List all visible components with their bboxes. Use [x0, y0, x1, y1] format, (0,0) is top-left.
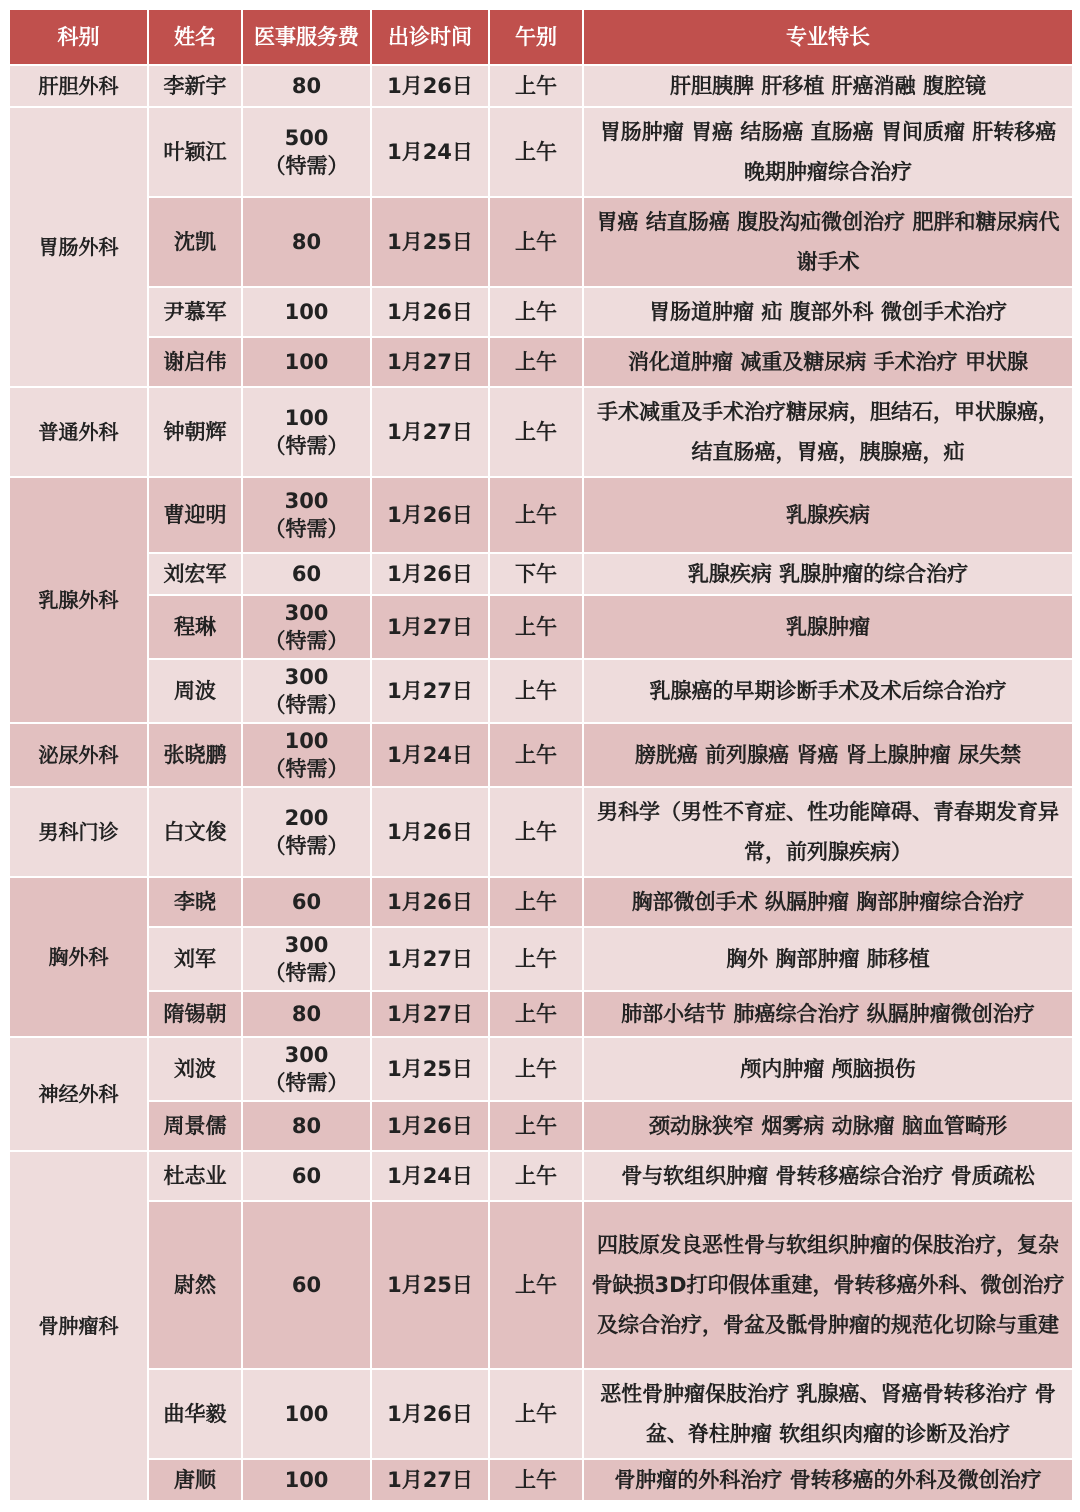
- date-cell: 1月27日: [371, 991, 489, 1037]
- table-row: [9, 1101, 1073, 1151]
- date-cell: 1月24日: [371, 723, 489, 787]
- dept-cell: 骨肿瘤科: [9, 1151, 148, 1501]
- specialty-cell: 肝胆胰脾 肝移植 肝癌消融 腹腔镜: [583, 65, 1073, 107]
- dept-cell: 泌尿外科: [9, 723, 148, 787]
- dept-cell: 胸外科: [9, 877, 148, 1037]
- name-cell: 程琳: [148, 595, 242, 659]
- fee-value: 100: [284, 729, 329, 753]
- name-cell: 张晓鹏: [148, 723, 242, 787]
- fee-note: （特需）: [264, 693, 349, 717]
- fee-note: （特需）: [264, 434, 349, 458]
- date-cell: 1月27日: [371, 595, 489, 659]
- name-cell: 李新宇: [148, 65, 242, 107]
- fee-value: 100: [284, 350, 329, 374]
- name-cell: 周波: [148, 659, 242, 723]
- fee-value: 300: [284, 601, 329, 625]
- period-cell: 上午: [489, 107, 583, 197]
- period-cell: 上午: [489, 787, 583, 877]
- table-row: [9, 723, 1073, 787]
- specialty-cell: 手术减重及手术治疗糖尿病，胆结石，甲状腺癌，结直肠癌，胃癌，胰腺癌，疝: [583, 387, 1073, 477]
- name-cell: 钟朝辉: [148, 387, 242, 477]
- fee-cell: [242, 1101, 371, 1151]
- name-cell: 尹慕军: [148, 287, 242, 337]
- specialty-cell: 胃肠道肿瘤 疝 腹部外科 微创手术治疗: [583, 287, 1073, 337]
- name-cell: 白文俊: [148, 787, 242, 877]
- date-cell: 1月25日: [371, 1037, 489, 1101]
- specialty-cell: 男科学（男性不育症、性功能障碍、青春期发育异常，前列腺疾病）: [583, 787, 1073, 877]
- header-specialty: 专业特长: [583, 9, 1073, 65]
- date-cell: 1月26日: [371, 477, 489, 553]
- fee-value: 60: [291, 562, 322, 586]
- date-cell: 1月25日: [371, 1201, 489, 1369]
- table-row: [9, 595, 1073, 659]
- dept-cell: 男科门诊: [9, 787, 148, 877]
- period-cell: 上午: [489, 287, 583, 337]
- period-cell: 上午: [489, 1201, 583, 1369]
- fee-cell: [242, 387, 371, 477]
- period-cell: 上午: [489, 1459, 583, 1501]
- date-cell: 1月27日: [371, 659, 489, 723]
- fee-note: （特需）: [264, 757, 349, 781]
- period-cell: 上午: [489, 1151, 583, 1201]
- table-row: [9, 1151, 1073, 1201]
- table-row: [9, 1037, 1073, 1101]
- fee-note: （特需）: [264, 1071, 349, 1095]
- date-cell: 1月26日: [371, 287, 489, 337]
- specialty-cell: 胸部微创手术 纵膈肿瘤 胸部肿瘤综合治疗: [583, 877, 1073, 927]
- name-cell: 刘军: [148, 927, 242, 991]
- period-cell: 上午: [489, 927, 583, 991]
- period-cell: 上午: [489, 877, 583, 927]
- date-cell: 1月24日: [371, 107, 489, 197]
- specialty-cell: 骨与软组织肿瘤 骨转移癌综合治疗 骨质疏松: [583, 1151, 1073, 1201]
- fee-value: 80: [291, 230, 322, 254]
- table-row: [9, 927, 1073, 991]
- dept-cell: 肝胆外科: [9, 65, 148, 107]
- fee-cell: [242, 877, 371, 927]
- fee-cell: [242, 595, 371, 659]
- fee-note: （特需）: [264, 154, 349, 178]
- table-row: [9, 337, 1073, 387]
- fee-cell: [242, 927, 371, 991]
- fee-value: 200: [284, 806, 329, 830]
- dept-cell: 乳腺外科: [9, 477, 148, 723]
- name-cell: 尉然: [148, 1201, 242, 1369]
- date-cell: 1月26日: [371, 65, 489, 107]
- fee-cell: [242, 787, 371, 877]
- period-cell: 上午: [489, 991, 583, 1037]
- fee-value: 500: [284, 126, 329, 150]
- fee-value: 60: [291, 1273, 322, 1297]
- period-cell: 上午: [489, 477, 583, 553]
- fee-cell: [242, 197, 371, 287]
- fee-cell: [242, 553, 371, 595]
- date-cell: 1月27日: [371, 1459, 489, 1501]
- date-cell: 1月24日: [371, 1151, 489, 1201]
- table-row: [9, 287, 1073, 337]
- header-period: 午别: [489, 9, 583, 65]
- name-cell: 刘宏军: [148, 553, 242, 595]
- date-cell: 1月26日: [371, 877, 489, 927]
- fee-cell: [242, 659, 371, 723]
- name-cell: 曹迎明: [148, 477, 242, 553]
- fee-value: 100: [284, 406, 329, 430]
- period-cell: 上午: [489, 337, 583, 387]
- fee-cell: [242, 1201, 371, 1369]
- fee-value: 80: [291, 74, 322, 98]
- period-cell: 下午: [489, 553, 583, 595]
- fee-cell: [242, 65, 371, 107]
- date-cell: 1月27日: [371, 927, 489, 991]
- name-cell: 李晓: [148, 877, 242, 927]
- fee-value: 300: [284, 933, 329, 957]
- fee-value: 80: [291, 1002, 322, 1026]
- header-dept: 科别: [9, 9, 148, 65]
- fee-note: （特需）: [264, 629, 349, 653]
- date-cell: 1月27日: [371, 387, 489, 477]
- specialty-cell: 胸外 胸部肿瘤 肺移植: [583, 927, 1073, 991]
- specialty-cell: 恶性骨肿瘤保肢治疗 乳腺癌、肾癌骨转移治疗 骨盆、脊柱肿瘤 软组织肉瘤的诊断及治疗: [583, 1369, 1073, 1459]
- fee-value: 100: [284, 1468, 329, 1492]
- specialty-cell: 胃肠肿瘤 胃癌 结肠癌 直肠癌 胃间质瘤 肝转移癌 晚期肿瘤综合治疗: [583, 107, 1073, 197]
- header-fee: 医事服务费: [242, 9, 371, 65]
- fee-cell: [242, 1369, 371, 1459]
- date-cell: 1月26日: [371, 553, 489, 595]
- fee-value: 100: [284, 300, 329, 324]
- fee-note: （特需）: [264, 961, 349, 985]
- specialty-cell: 消化道肿瘤 减重及糖尿病 手术治疗 甲状腺: [583, 337, 1073, 387]
- table-row: [9, 197, 1073, 287]
- fee-value: 80: [291, 1114, 322, 1138]
- name-cell: 沈凯: [148, 197, 242, 287]
- fee-value: 60: [291, 1164, 322, 1188]
- schedule-table: [8, 8, 1074, 1502]
- period-cell: 上午: [489, 595, 583, 659]
- table-row: [9, 65, 1073, 107]
- table-row: [9, 659, 1073, 723]
- fee-cell: [242, 1459, 371, 1501]
- fee-value: 300: [284, 665, 329, 689]
- date-cell: 1月26日: [371, 1369, 489, 1459]
- period-cell: 上午: [489, 723, 583, 787]
- fee-cell: [242, 337, 371, 387]
- header-name: 姓名: [148, 9, 242, 65]
- specialty-cell: 乳腺疾病: [583, 477, 1073, 553]
- specialty-cell: 四肢原发良恶性骨与软组织肿瘤的保肢治疗，复杂骨缺损3D打印假体重建，骨转移癌外科、微创治疗及综合治疗，骨盆及骶骨肿瘤的规范化切除与重建: [583, 1201, 1073, 1369]
- table-row: [9, 1201, 1073, 1369]
- specialty-cell: 骨肿瘤的外科治疗 骨转移癌的外科及微创治疗: [583, 1459, 1073, 1501]
- fee-cell: [242, 991, 371, 1037]
- period-cell: 上午: [489, 65, 583, 107]
- fee-cell: [242, 723, 371, 787]
- fee-value: 100: [284, 1402, 329, 1426]
- dept-cell: 胃肠外科: [9, 107, 148, 387]
- period-cell: 上午: [489, 197, 583, 287]
- fee-value: 300: [284, 1043, 329, 1067]
- table-row: [9, 387, 1073, 477]
- specialty-cell: 颅内肿瘤 颅脑损伤: [583, 1037, 1073, 1101]
- date-cell: 1月27日: [371, 337, 489, 387]
- header-row: [9, 9, 1073, 65]
- header-date: 出诊时间: [371, 9, 489, 65]
- specialty-cell: 肺部小结节 肺癌综合治疗 纵膈肿瘤微创治疗: [583, 991, 1073, 1037]
- specialty-cell: 胃癌 结直肠癌 腹股沟疝微创治疗 肥胖和糖尿病代谢手术: [583, 197, 1073, 287]
- fee-cell: [242, 1037, 371, 1101]
- period-cell: 上午: [489, 659, 583, 723]
- table-row: [9, 787, 1073, 877]
- fee-value: 300: [284, 489, 329, 513]
- date-cell: 1月26日: [371, 787, 489, 877]
- period-cell: 上午: [489, 1369, 583, 1459]
- dept-cell: 神经外科: [9, 1037, 148, 1151]
- fee-note: （特需）: [264, 517, 349, 541]
- table-row: [9, 1369, 1073, 1459]
- name-cell: 谢启伟: [148, 337, 242, 387]
- dept-cell: 普通外科: [9, 387, 148, 477]
- specialty-cell: 颈动脉狭窄 烟雾病 动脉瘤 脑血管畸形: [583, 1101, 1073, 1151]
- fee-note: （特需）: [264, 834, 349, 858]
- specialty-cell: 乳腺癌的早期诊断手术及术后综合治疗: [583, 659, 1073, 723]
- name-cell: 隋锡朝: [148, 991, 242, 1037]
- table-row: [9, 991, 1073, 1037]
- name-cell: 唐顺: [148, 1459, 242, 1501]
- fee-cell: [242, 287, 371, 337]
- fee-cell: [242, 107, 371, 197]
- specialty-cell: 膀胱癌 前列腺癌 肾癌 肾上腺肿瘤 尿失禁: [583, 723, 1073, 787]
- period-cell: 上午: [489, 1101, 583, 1151]
- date-cell: 1月25日: [371, 197, 489, 287]
- fee-cell: [242, 477, 371, 553]
- table-row: [9, 107, 1073, 197]
- table-row: [9, 553, 1073, 595]
- name-cell: 刘波: [148, 1037, 242, 1101]
- name-cell: 周景儒: [148, 1101, 242, 1151]
- fee-value: 60: [291, 890, 322, 914]
- fee-cell: [242, 1151, 371, 1201]
- table-row: [9, 1459, 1073, 1501]
- table-row: [9, 877, 1073, 927]
- table-row: [9, 477, 1073, 553]
- date-cell: 1月26日: [371, 1101, 489, 1151]
- period-cell: 上午: [489, 1037, 583, 1101]
- period-cell: 上午: [489, 387, 583, 477]
- name-cell: 杜志业: [148, 1151, 242, 1201]
- name-cell: 曲华毅: [148, 1369, 242, 1459]
- specialty-cell: 乳腺肿瘤: [583, 595, 1073, 659]
- specialty-cell: 乳腺疾病 乳腺肿瘤的综合治疗: [583, 553, 1073, 595]
- name-cell: 叶颖江: [148, 107, 242, 197]
